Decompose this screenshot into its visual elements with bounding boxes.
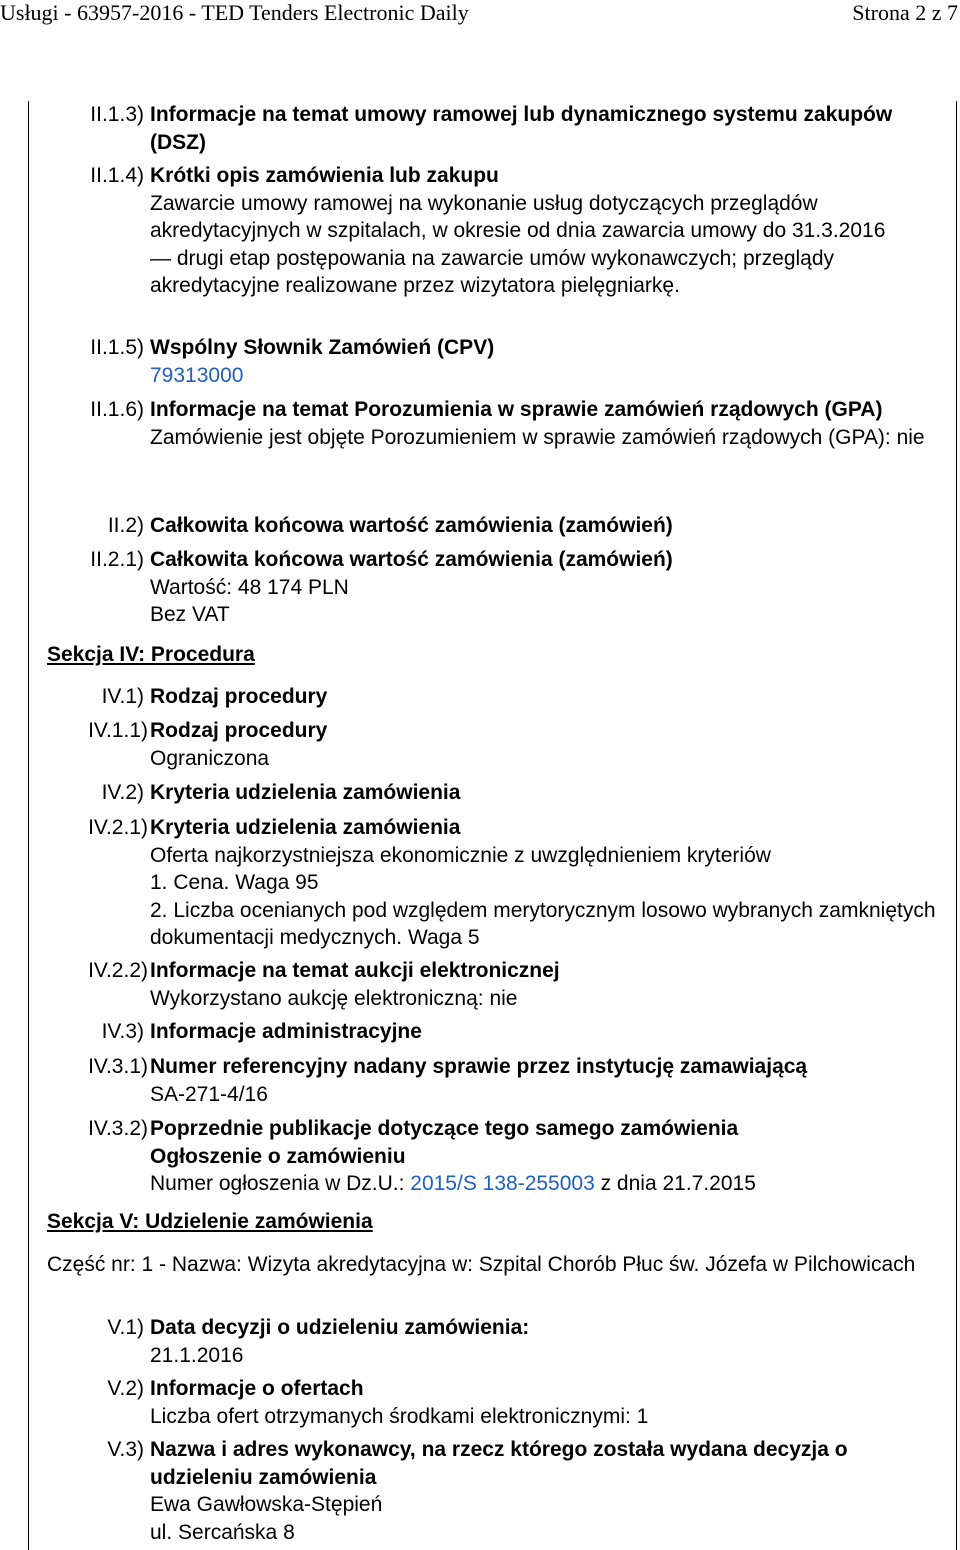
- section-title: Całkowita końcowa wartość zamówienia (zamówień): [150, 548, 673, 571]
- procedure-type: Ograniczona: [150, 746, 270, 770]
- section-number: V.1): [107, 1316, 144, 1339]
- contractor-street: ul. Sercańska 8: [150, 1520, 295, 1544]
- publication-line: [150, 1170, 940, 1198]
- offers-count: Liczba ofert otrzymanych środkami elektronicznymi: 1: [150, 1404, 649, 1428]
- auction-text: Wykorzystano aukcję elektroniczną: nie: [150, 986, 518, 1010]
- section-number: IV.3): [101, 1020, 144, 1043]
- section-number: V.2): [107, 1377, 144, 1400]
- section-title: Kryteria udzielenia zamówienia: [150, 781, 461, 804]
- left-border: [28, 101, 29, 1550]
- section-title: Rodzaj procedury: [150, 719, 328, 742]
- section-number: V.3): [107, 1438, 144, 1461]
- section-title: Poprzednie publikacje dotyczące tego samego zamówienia: [150, 1117, 739, 1140]
- section-heading-v: Sekcja V: Udzielenie zamówienia: [47, 1210, 373, 1233]
- section-title: Informacje administracyjne: [150, 1020, 422, 1043]
- section-number: IV.1): [101, 685, 144, 708]
- section-subtitle: Ogłoszenie o zamówieniu: [150, 1144, 406, 1168]
- part-description: Część nr: 1 - Nazwa: Wizyta akredytacyjna w: Szpital Chorób Płuc św. Józefa w Pilchowicach: [47, 1253, 916, 1276]
- section-number: II.2): [107, 514, 144, 537]
- section-title: Informacje o ofertach: [150, 1377, 364, 1400]
- section-title: Krótki opis zamówienia lub zakupu: [150, 164, 499, 187]
- section-title: Kryteria udzielenia zamówienia: [150, 816, 461, 839]
- section-title: Informacje na temat aukcji elektronicznej: [150, 959, 560, 982]
- section-number: II.1.4): [90, 164, 144, 187]
- section-number: IV.1.1): [88, 719, 148, 742]
- page-number: Strona 2 z 7: [852, 0, 958, 25]
- section-number: IV.2): [101, 781, 144, 804]
- criteria-text: Oferta najkorzystniejsza ekonomicznie z uwzględnieniem kryteriów: [150, 843, 771, 867]
- section-title: Rodzaj procedury: [150, 685, 328, 708]
- gpa-text: Zamówienie jest objęte Porozumieniem w sprawie zamówień rządowych (GPA): nie: [150, 425, 925, 449]
- section-number: IV.3.2): [88, 1117, 148, 1140]
- section-number: IV.2.2): [88, 959, 148, 982]
- section-title: Data decyzji o udzieleniu zamówienia:: [150, 1316, 530, 1339]
- section-title: Informacje na temat Porozumienia w sprawie zamówień rządowych (GPA): [150, 398, 883, 421]
- publication-date: z dnia 21.7.2015: [594, 1172, 756, 1195]
- section-heading-iv: Sekcja IV: Procedura: [47, 643, 255, 666]
- section-number: II.1.6): [90, 398, 144, 421]
- section-number: II.1.5): [90, 336, 144, 359]
- decision-date: 21.1.2016: [150, 1343, 244, 1367]
- section-number: IV.3.1): [88, 1055, 148, 1078]
- contractor-name: Ewa Gawłowska-Stępień: [150, 1493, 383, 1516]
- section-title: Numer referencyjny nadany sprawie przez instytucję zamawiającą: [150, 1055, 808, 1078]
- section-title: Informacje na temat umowy ramowej lub dynamicznego systemu zakupów (DSZ): [150, 103, 893, 154]
- criteria-item-2: 2. Liczba ocenianych pod względem merytorycznym losowo wybranych zamkniętych dokumentacji medycznych. Waga 5: [150, 898, 936, 949]
- value-text: Wartość: 48 174 PLN: [150, 575, 349, 599]
- description-text: Zawarcie umowy ramowej na wykonanie usług dotyczących przeglądów akredytacyjnych w szpitalach, w okresie od dnia zawarcia umowy do 31.3.2016: [150, 191, 886, 242]
- publication-link[interactable]: 2015/S 138-255003: [410, 1172, 595, 1195]
- description-text-2: — drugi etap postępowania na zawarcie umów wykonawczych; przeglądy akredytacyjne realizowane przez wizytatora pielęgniarkę.: [150, 246, 835, 297]
- vat-text: Bez VAT: [150, 603, 230, 626]
- section-number: II.1.3): [90, 103, 144, 126]
- page-header: [0, 0, 960, 30]
- section-title: Całkowita końcowa wartość zamówienia (zamówień): [150, 514, 673, 537]
- criteria-item-1: 1. Cena. Waga 95: [150, 871, 319, 894]
- reference-number: SA-271-4/16: [150, 1082, 268, 1106]
- document-title: Usługi - 63957-2016 - TED Tenders Electronic Daily: [0, 0, 469, 25]
- section-title: Nazwa i adres wykonawcy, na rzecz którego została wydana decyzja o udzieleniu zamówienia: [150, 1438, 848, 1489]
- right-border: [956, 101, 957, 1550]
- cpv-code-link[interactable]: 79313000: [150, 363, 244, 387]
- publication-prefix: Numer ogłoszenia w Dz.U.:: [150, 1172, 411, 1195]
- section-title: Wspólny Słownik Zamówień (CPV): [150, 336, 495, 359]
- section-number: II.2.1): [90, 548, 144, 571]
- section-number: IV.2.1): [88, 816, 148, 839]
